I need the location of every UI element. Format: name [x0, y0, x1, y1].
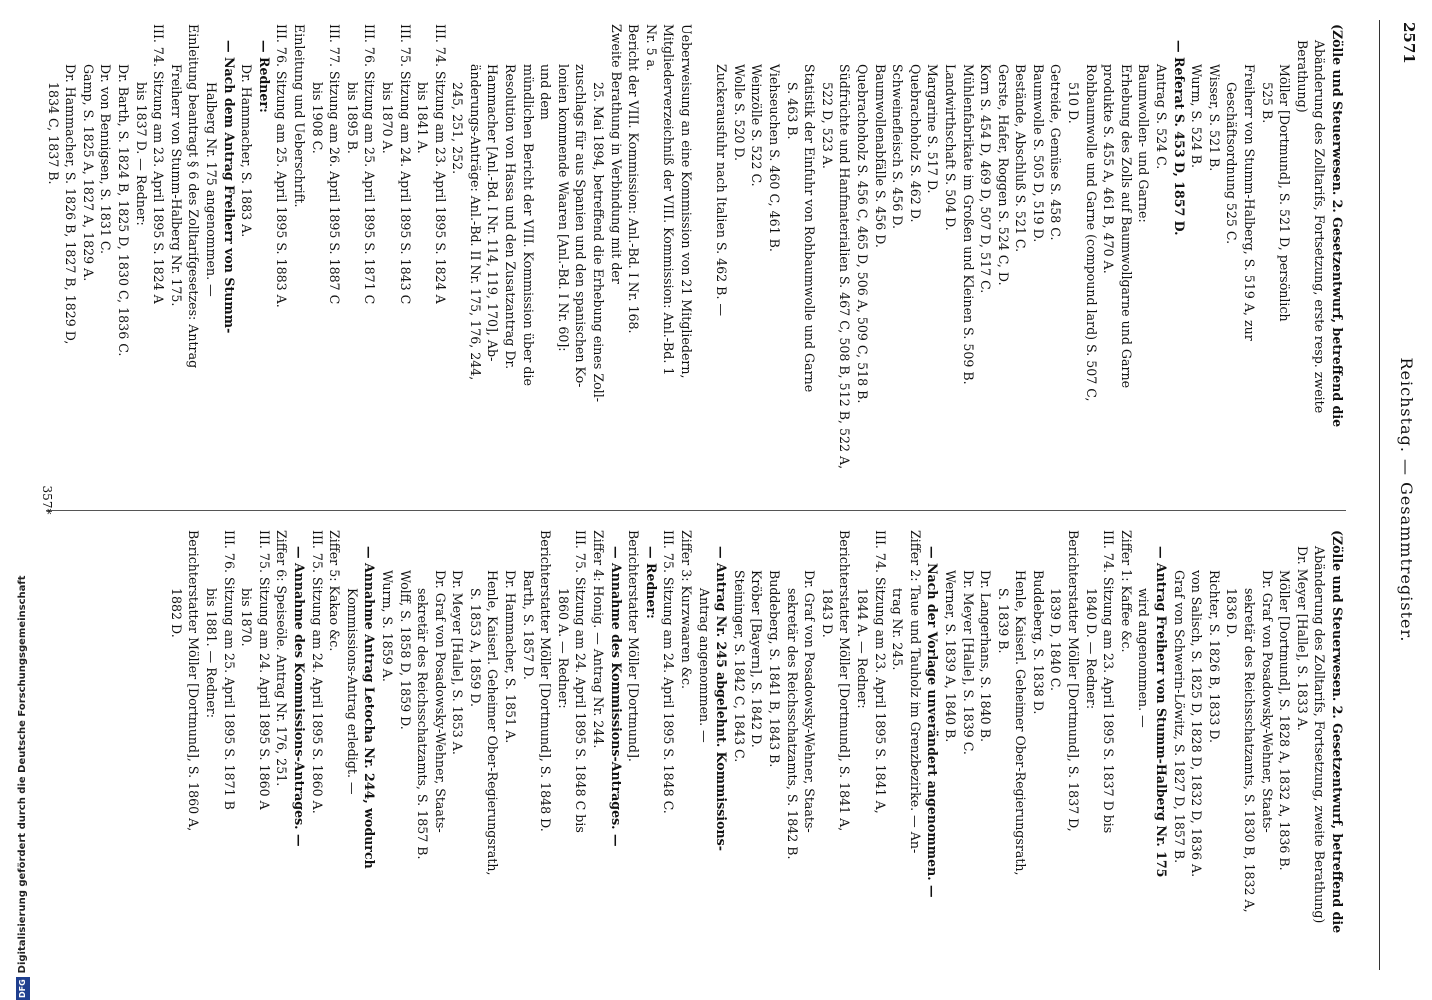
index-line: Dr. Graf von Posadowsky-Wehner, Staats-	[1259, 570, 1275, 833]
index-line: Dr. Meyer [Halle], S. 1833 A.	[1294, 546, 1310, 731]
index-line: 1882 D.	[168, 588, 184, 638]
header-rule	[1379, 20, 1380, 970]
index-line: Dr. Hammacher, S. 1826 B, 1827 B, 1829 D,	[63, 64, 79, 345]
index-line: III. 76. Sitzung am 25. April 1895 S. 1871 C	[362, 24, 378, 305]
index-line: III. 74. Sitzung am 23. April 1895 S. 1824 A	[432, 24, 448, 304]
index-line: Landwirthschaft S. 504 D.	[942, 64, 958, 231]
index-line: Berichterstatter Möller [Dortmund], S. 1848 D.	[538, 530, 554, 832]
index-line: Freiherr von Stumm-Halberg Nr. 175.	[168, 64, 184, 307]
index-line: III. 76. Sitzung am 25. April 1895 S. 1871 B	[221, 530, 237, 810]
index-line: Berichterstatter Möller [Dortmund], S. 1841 A,	[837, 530, 853, 832]
index-line: Möller [Dortmund], S. 521 D, persönlich	[1277, 64, 1293, 322]
index-line: III. 75. Sitzung am 24. April 1895 S. 1860 A.	[309, 530, 325, 814]
index-line: — Annahme Antrag Letocha Nr. 244, wodurch	[362, 546, 378, 869]
index-line: Dr. Meyer [Halle], S. 1839 C.	[960, 570, 976, 755]
index-line: Bestände, Abschluß S. 521 C.	[1013, 64, 1029, 253]
index-line: bis 1895 B.	[344, 82, 360, 154]
index-line: III. 75. Sitzung am 24. April 1895 S. 1843 C	[397, 24, 413, 305]
page-title: Reichstag. — Gesammtregister.	[1397, 357, 1416, 643]
index-line: Berichterstatter Möller [Dortmund], S. 1860 A,	[186, 530, 202, 832]
index-line: Nr. 5 a.	[643, 24, 659, 72]
index-line: — Annahme des Kommissions-Antrages. —	[608, 546, 624, 847]
index-line: Baumwollenabfälle S. 456 D.	[872, 64, 888, 248]
index-line: Quebrachoholz S. 462 D.	[907, 64, 923, 223]
index-line: Dr. Hammacher, S. 1883 A.	[239, 64, 255, 238]
index-line: 510 D.	[1066, 82, 1082, 124]
index-line: (Zölle und Steuerwesen. 2. Gesetzentwurf, betreffend die	[1330, 24, 1345, 428]
index-line: Henle, Kaiserl. Geheimer Ober-Regierungsrath,	[1013, 570, 1029, 876]
index-line: Wolle S. 520 D.	[731, 64, 747, 162]
right-column	[167, 530, 1346, 982]
index-line: — Referat S. 453 D, 1857 D.	[1171, 40, 1187, 236]
page-header	[1346, 0, 1432, 1000]
index-line: Einleitung beantragt § 6 des Zolltarifgesetzes: Antrag	[186, 24, 202, 369]
index-line: III. 75. Sitzung am 24. April 1895 S. 1848 C.	[661, 530, 677, 814]
index-line: 522 D, 523 A.	[819, 82, 835, 169]
index-line: Dr. Barth, S. 1824 B, 1825 D, 1830 C, 1836 C.	[116, 64, 132, 357]
index-line: lonien kommende Waaren [Anl.-Bd. I Nr. 60]:	[555, 64, 571, 352]
dfg-logo: DFG	[16, 977, 30, 1000]
index-line: 525 B.	[1259, 82, 1275, 124]
index-line: III. 74. Sitzung am 23. April 1895 S. 1841 A,	[872, 530, 888, 814]
index-line: (Zölle und Steuerwesen. 2. Gesetzentwurf, betreffend die	[1330, 530, 1345, 934]
index-line: Korn S. 454 D, 469 D, 507 D, 517 C.	[978, 64, 994, 294]
index-line: S. 463 B.	[784, 82, 800, 140]
index-line: Zuckerausfuhr nach Italien S. 462 B. —	[714, 64, 730, 317]
index-line: Südfrüchte und Hanfmaterialien S. 467 C, 508 B, 512 B, 522 A,	[837, 64, 853, 470]
index-line: Dr. Langerhans, S. 1840 B.	[978, 570, 994, 742]
watermark-text: Digitalisierung gefördert durch die Deutsche Forschungsgemeinschaft	[17, 575, 28, 974]
index-line: III. 75. Sitzung am 24. April 1895 S. 1848 C bis	[573, 530, 589, 833]
index-line: 245, 251, 252.	[450, 82, 466, 175]
index-line: Gamp, S. 1825 A, 1827 A, 1829 A.	[80, 64, 96, 282]
index-line: produkte S. 455 A, 461 B, 470 A.	[1101, 64, 1117, 274]
index-line: von Salisch, S. 1825 D, 1828 D, 1832 D, 1836 A.	[1189, 570, 1205, 878]
index-line: Mühlenfabrikate im Großen und Kleinen S. 509 B.	[960, 64, 976, 385]
index-line: Margarine S. 517 D.	[925, 64, 941, 194]
index-line: — Redner:	[643, 546, 659, 619]
index-line: Ziffer 2: Taue und Tauholz im Grenzbezirke. — An-	[907, 530, 923, 854]
index-line: Dr. Meyer [Halle], S. 1853 A.	[450, 570, 466, 755]
index-line: — Nach dem Antrag Freiherr von Stumm-	[221, 40, 237, 334]
index-line: Abänderung des Zolltarifs, Fortsetzung, erste resp. zweite	[1312, 40, 1328, 414]
index-line: S. 1839 B.	[995, 588, 1011, 654]
index-line: Dr. Graf von Posadowsky-Wehner, Staats-	[432, 570, 448, 833]
index-line: — Nach der Vorlage unverändert angenommen. —	[925, 546, 941, 898]
index-line: bis 1908 C.	[309, 82, 325, 154]
index-line: wird angenommen. —	[1136, 588, 1152, 728]
index-line: trag Nr. 245.	[890, 588, 906, 671]
index-line: Buddeberg, S. 1841 B, 1843 B.	[767, 570, 782, 768]
index-line: Schweinefleisch S. 456 D.	[890, 64, 906, 230]
index-line: Ziffer 6: Speiseöle. Antrag Nr. 176, 251.	[274, 530, 290, 787]
digitization-watermark	[2, 0, 28, 1000]
index-line: sekretär des Reichsschatzamts, S. 1842 B.	[784, 588, 800, 860]
index-line: bis 1870 A.	[379, 82, 395, 154]
index-line: Dr. von Bennigsen, S. 1831 C.	[98, 64, 114, 255]
index-line: III. 76. Sitzung am 25. April 1895 S. 1883 A.	[274, 24, 290, 308]
index-line: III. 74. Sitzung am 23. April 1895 S. 1837 D bis	[1101, 530, 1117, 834]
index-line: III. 74. Sitzung am 23. April 1895 S. 1824 A	[151, 24, 167, 304]
index-line: Buddeberg, S. 1838 D.	[1030, 570, 1046, 715]
index-line: Steininger, S. 1842 C, 1843 C.	[731, 570, 747, 763]
index-line: Wurm, S. 524 B.	[1189, 64, 1205, 168]
index-line: und dem	[538, 64, 554, 120]
index-line: änderungs-Anträge: Anl.-Bd. II Nr. 175, 176, 244,	[467, 64, 483, 381]
index-line: Wisser, S. 521 B.	[1206, 64, 1222, 172]
left-column	[44, 24, 1346, 496]
index-line: 1839 D, 1840 C.	[1048, 588, 1064, 691]
index-line: S. 1853 A, 1859 D.	[467, 588, 483, 708]
index-line: Richter, S. 1826 B, 1833 D.	[1206, 570, 1222, 744]
index-line: Antrag angenommen. —	[696, 588, 712, 743]
index-line: Berichterstatter Möller [Dortmund], S. 1837 D,	[1066, 530, 1082, 832]
index-line: Ziffer 5: Kakao &c.	[327, 530, 343, 652]
index-line: Werner, S. 1839 A, 1840 B.	[942, 570, 958, 743]
index-line: Ueberweisung an eine Kommission von 21 Mitgliedern,	[679, 24, 695, 379]
index-line: Quebrachoholz S. 456 C, 465 D, 506 A, 509 C, 518 B.	[854, 64, 870, 404]
index-line: Ziffer 4: Honig. — Antrag Nr. 244.	[591, 530, 607, 749]
index-line: Dr. Graf von Posadowsky-Wehner, Staats-	[802, 570, 818, 833]
index-line: 1836 D.	[1224, 588, 1240, 638]
index-line: Wurm, S. 1859 A.	[379, 570, 395, 682]
index-line	[695, 24, 713, 496]
index-line: Möller [Dortmund], S. 1828 A, 1832 A, 1836 B.	[1277, 570, 1293, 871]
index-line: — Antrag Freiherr von Stumm-Halberg Nr. 175	[1154, 546, 1170, 878]
index-line: Statistik der Einfuhr von Rohbaumwolle und Garne	[802, 64, 818, 393]
index-line: Bericht der VIII. Kommission: Anl.-Bd. I Nr. 168.	[626, 24, 642, 334]
index-line: sekretär des Reichsschatzamts, S. 1830 B, 1832 A,	[1242, 588, 1258, 913]
index-line: Halberg Nr. 175 angenommen. —	[204, 82, 219, 297]
index-line: bis 1841 A.	[415, 82, 431, 154]
index-line: Baumwolle S. 505 D, 519 D.	[1030, 64, 1046, 243]
index-line: Hammacher [Anl.-Bd. I Nr. 114, 119, 170], Ab-	[485, 64, 501, 362]
index-line: Einleitung und Ueberschrift.	[291, 24, 307, 208]
index-line: Kommissions-Antrag erledigt. —	[344, 588, 360, 795]
index-line: Barth, S. 1857 D.	[520, 570, 536, 680]
index-line: Berathung)	[1294, 40, 1310, 113]
index-line: Zweite Berathung in Verbindung mit der	[608, 24, 624, 284]
index-line: bis 1881. — Redner:	[204, 588, 219, 719]
index-line: 1834 C, 1837 B.	[45, 82, 61, 185]
index-line: Mitgliederverzeichniß der VIII. Kommission: Anl.-Bd. 1	[661, 24, 677, 376]
index-line: Graf von Schwerin-Löwitz, S. 1827 D, 1857 B.	[1171, 570, 1187, 864]
index-line: bis 1837 D. — Redner:	[133, 82, 149, 226]
index-line: Rohbaumwolle und Garne (compound lard) S. 507 C,	[1083, 64, 1099, 402]
column-divider	[46, 510, 1346, 511]
index-line: Baumwollen- und Garne:	[1136, 64, 1152, 223]
index-line: zuschlags für aus Spanien und den spanischen Ko-	[573, 64, 589, 388]
index-line: Wolff, S. 1858 D, 1859 D.	[397, 570, 413, 730]
index-line: Erhebung des Zolls auf Baumwollgarne und Garne	[1118, 64, 1134, 389]
index-line: Abänderung des Zolltarifs, Fortsetzung, zweite Berathung)	[1312, 546, 1328, 924]
index-line: Ziffer 1: Kaffee &c.	[1118, 530, 1134, 653]
index-line: III. 75. Sitzung am 24. April 1895 S. 1860 A	[256, 530, 272, 810]
index-line: 1840 D. — Redner:	[1083, 588, 1099, 710]
page-number: 2571	[1400, 22, 1418, 64]
index-line: 1844 A. — Redner:	[854, 588, 870, 709]
index-line: Resolution von Hassa und den Zusatzantrag Dr.	[503, 64, 519, 370]
index-line: Ziffer 3: Kurzwaaren &c.	[679, 530, 695, 690]
index-line: Berichterstatter Möller [Dortmund].	[626, 530, 642, 762]
index-line: bis 1870.	[239, 588, 255, 647]
index-line: — Redner:	[256, 40, 272, 113]
index-line: 1860 A. — Redner:	[555, 588, 571, 709]
index-line: III. 77. Sitzung am 26. April 1895 S. 1887 C	[327, 24, 343, 305]
index-line: Getreide, Gemüse S. 458 C.	[1048, 64, 1064, 241]
index-line: Henle, Kaiserl. Geheimer Ober-Regierungsrath,	[485, 570, 501, 876]
index-line: 1843 D.	[819, 588, 835, 638]
signature-mark: 357*	[40, 485, 54, 515]
index-line: Geschäftsordnung 525 C.	[1224, 82, 1240, 245]
index-line: Freiherr von Stumm-Halberg, S. 519 A, zur	[1242, 64, 1258, 341]
index-line: Antrag S. 524 C.	[1154, 64, 1170, 170]
index-line: 25. Mai 1894, betreffend die Erhebung eines Zoll-	[591, 82, 607, 402]
index-line: sekretär des Reichsschatzamts, S. 1857 B.	[415, 588, 431, 860]
index-line: Weinzölle S. 522 C.	[749, 64, 765, 187]
index-line: — Antrag Nr. 245 abgelehnt. Kommissions-	[714, 546, 730, 851]
index-line: mündlichen Bericht der VIII. Kommission über die	[520, 64, 536, 386]
index-line: — Annahme des Kommissions-Antrages. —	[291, 546, 307, 847]
index-line: Gerste, Hafer, Roggen S. 524 C, D.	[995, 64, 1011, 286]
index-line: Viehseuchen S. 460 C, 461 B.	[767, 64, 782, 252]
index-line: Dr. Hammacher, S. 1851 A.	[503, 570, 519, 744]
index-line: Kröber [Bayern], S. 1842 D.	[749, 570, 765, 748]
